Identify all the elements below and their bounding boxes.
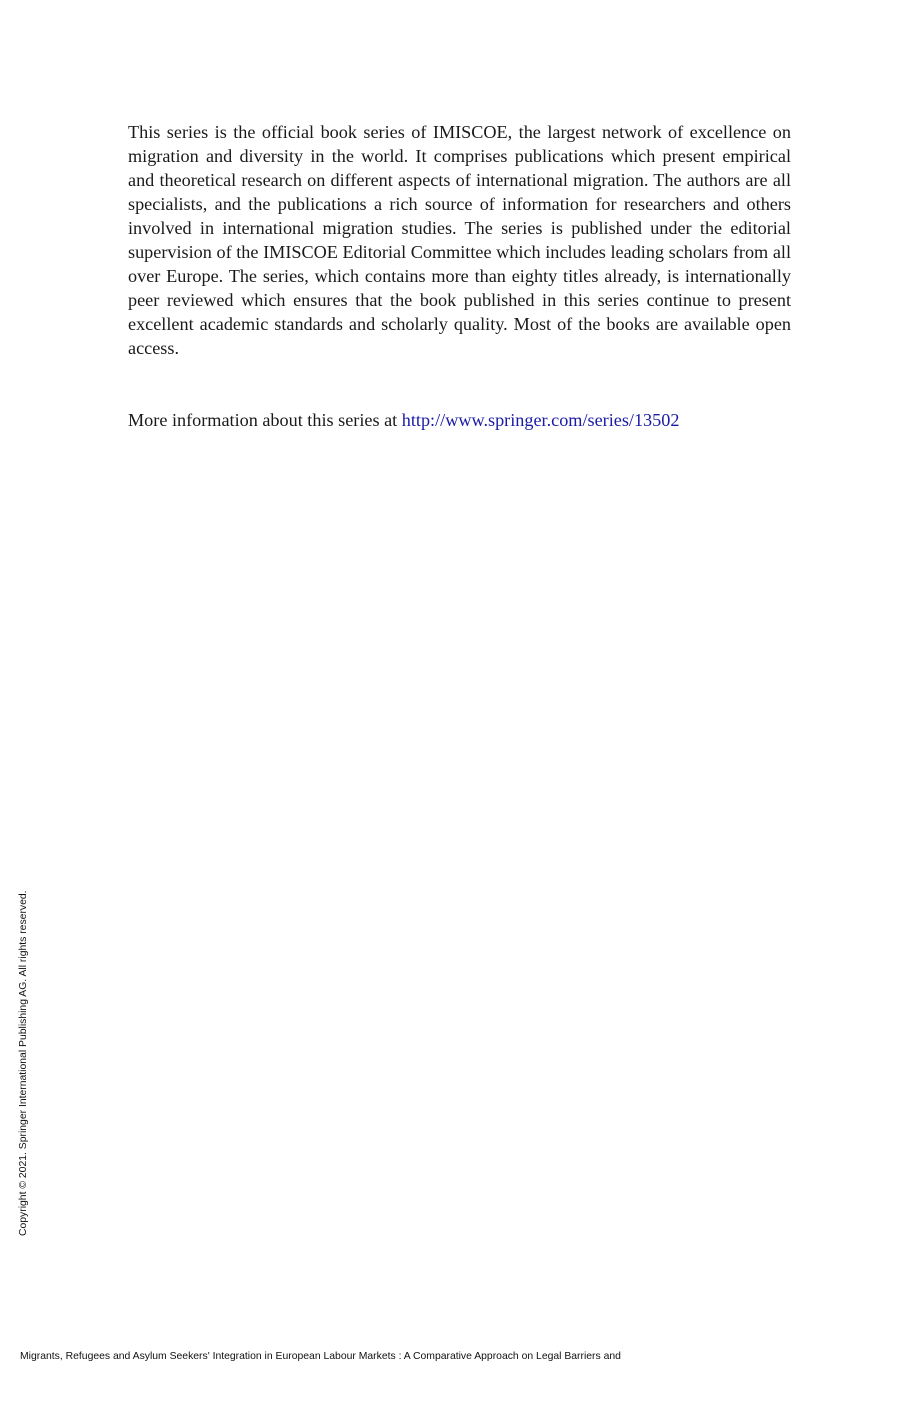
more-info-text: More information about this series at bbox=[128, 410, 402, 430]
series-link[interactable]: http://www.springer.com/series/13502 bbox=[401, 410, 680, 430]
series-description-paragraph: This series is the official book series of IMISCOE, the largest network of excellence on migration and diversity in the world. It comprises publications which present empirical and theoretical research on different aspects of international migration. The authors are all specialists, and the publications a rich source of information for researchers and others involved in international migration studies. The series is published under the editorial supervision of the IMISCOE Editorial Committee which includes leading scholars from all over Europe. The series, which contains more than eighty titles already, is internationally peer reviewed which ensures that the book published in this series continue to present excellent academic standards and scholarly quality. Most of the books are available open access. bbox=[128, 122, 791, 358]
more-info-line bbox=[128, 408, 808, 432]
copyright-notice: Copyright © 2021. Springer International Publishing AG. All rights reserved. bbox=[18, 890, 29, 1236]
footer-book-title: Migrants, Refugees and Asylum Seekers' Integration in European Labour Markets : A Comparative Approach on Legal Barriers and bbox=[20, 1351, 621, 1362]
